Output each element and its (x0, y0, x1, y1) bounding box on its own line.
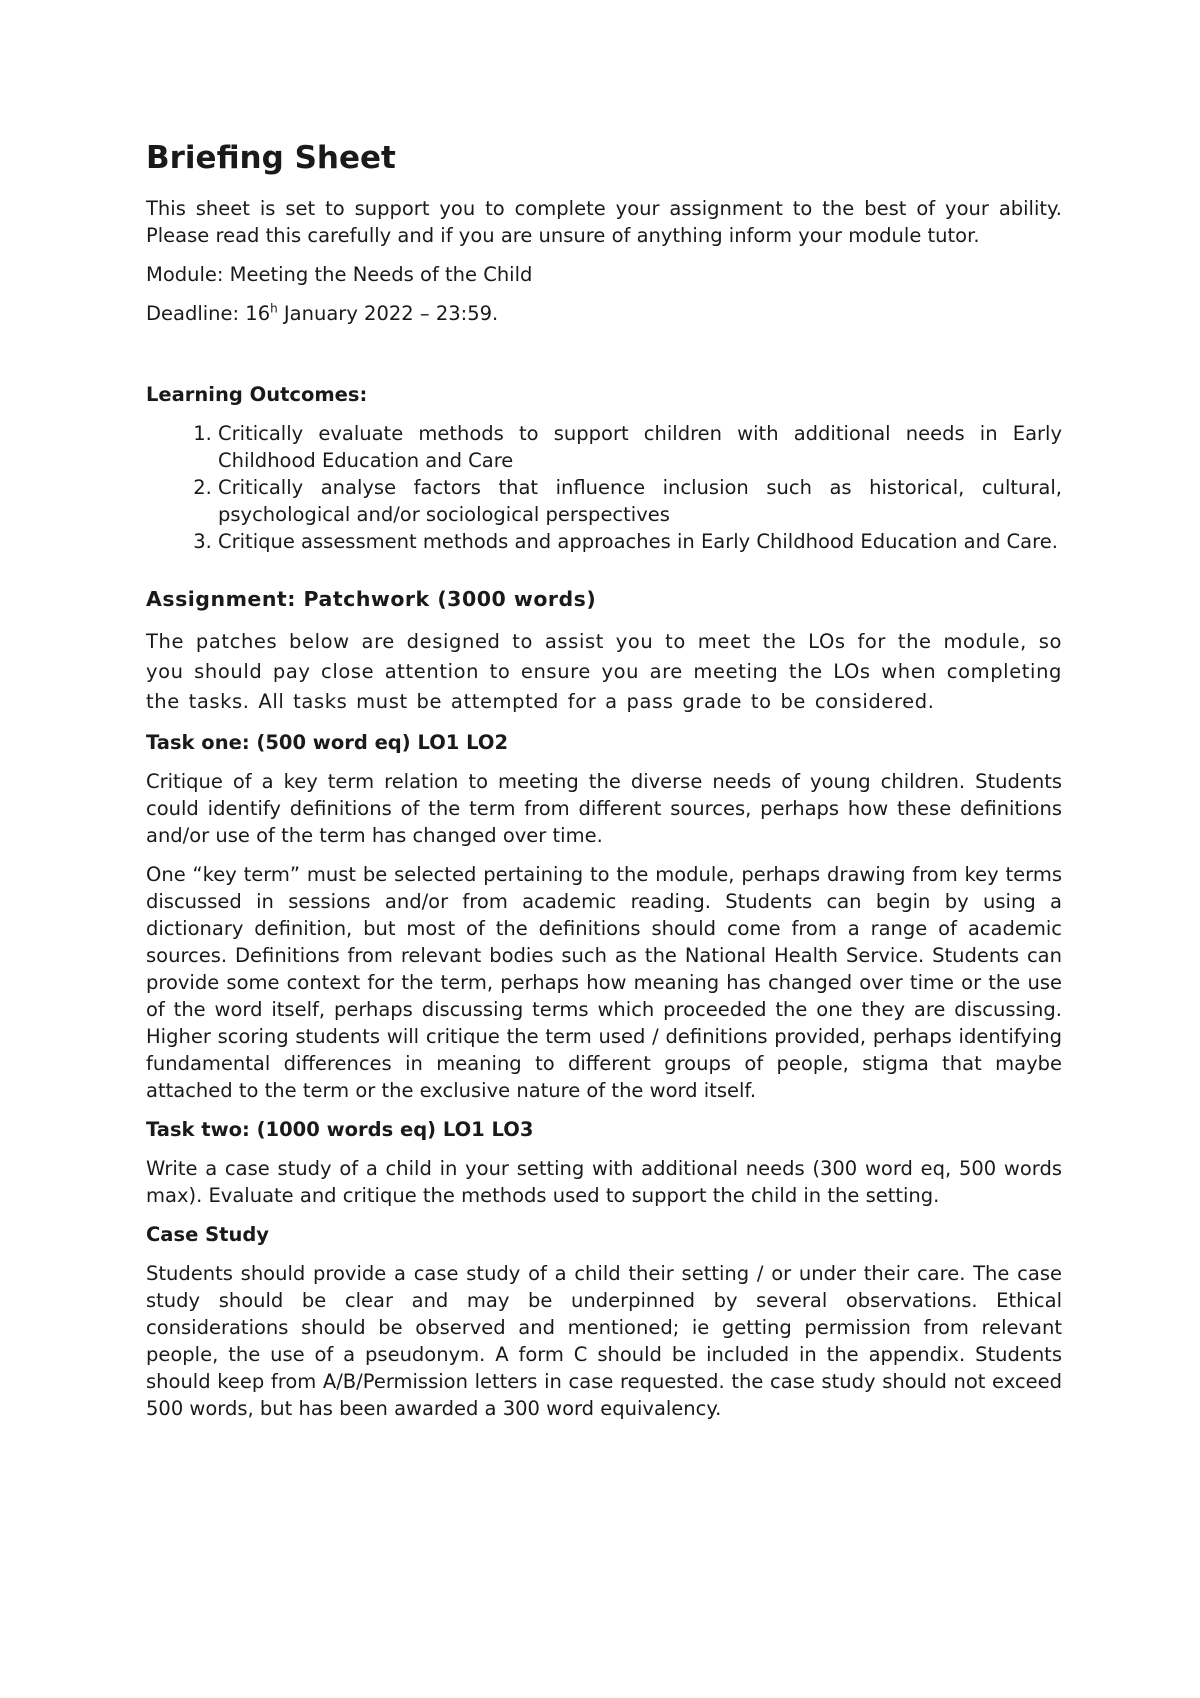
spacer (146, 339, 1062, 381)
task-one-heading: Task one: (500 word eq) LO1 LO2 (146, 731, 509, 755)
assignment-paragraph: The patches below are designed to assist you to meet the LOs for the module, so you should pay close attention to ensure you are meeting the LOs when completing the tasks. All tasks must be attempted for a pass grade to be considered. (146, 630, 1062, 714)
task-one-paragraph-2: One “key term” must be selected pertaining to the module, perhaps drawing from key terms discussed in sessions and/or from academic reading. Students can begin by using a dictionary definition, but most of the definitions should come from a range of academic sources. Definitions from relevant bodies such as the National Health Service. Students can provide some context for the term, perhaps how meaning has changed over time or the use of the word itself, perhaps discussing terms which proceeded the one they are discussing. Higher scoring students will critique the term used / definitions provided, perhaps identifying fundamental differences in meaning to different groups of people, stigma that maybe attached to the term or the exclusive nature of the word itself. (146, 863, 1062, 1103)
task-one-paragraph-1: Critique of a key term relation to meeting the diverse needs of young children. Students could identify definitions of the term from different sources, perhaps how these definitions and/or use of the term has changed over time. (146, 770, 1062, 848)
learning-outcomes-heading: Learning Outcomes: (146, 383, 368, 407)
spacer (146, 555, 1062, 585)
learning-outcomes-list (146, 420, 1062, 555)
document-page (146, 140, 1062, 1434)
task-two-paragraph: Write a case study of a child in your setting with additional needs (300 word eq, 500 words max). Evaluate and critique the methods used to support the child in the setting. (146, 1157, 1062, 1208)
deadline-prefix: Deadline: 16 (146, 302, 271, 326)
case-study-heading: Case Study (146, 1223, 270, 1247)
learning-outcome-item: 3. Critique assessment methods and approaches in Early Childhood Education and Care. (218, 528, 1062, 555)
deadline-superscript: h (270, 301, 278, 316)
deadline-line (146, 300, 1062, 327)
case-study-paragraph: Students should provide a case study of a child their setting / or under their care. The case study should be clear and may be underpinned by several observations. Ethical considerations should be observed and mentioned; ie getting permission from relevant people, the use of a pseudonym. A form C should be included in the appendix. Students should keep from A/B/Permission letters in case requested. the case study should not exceed 500 words, but has been awarded a 300 word equivalency. (146, 1262, 1062, 1421)
learning-outcome-item: 1. Critically evaluate methods to support children with additional needs in Early Childhood Education and Care (218, 420, 1062, 474)
page-title: Briefing Sheet (146, 140, 396, 176)
intro-paragraph: This sheet is set to support you to complete your assignment to the best of your ability. Please read this carefully and if you are unsure of anything inform your module tutor. (146, 197, 1062, 248)
module-line: Module: Meeting the Needs of the Child (146, 263, 533, 287)
task-two-heading: Task two: (1000 words eq) LO1 LO3 (146, 1118, 534, 1142)
deadline-suffix: January 2022 – 23:59. (277, 302, 499, 326)
assignment-heading: Assignment: Patchwork (3000 words) (146, 587, 597, 612)
learning-outcome-item: 2. Critically analyse factors that influence inclusion such as historical, cultural, psychological and/or sociological perspectives (218, 474, 1062, 528)
